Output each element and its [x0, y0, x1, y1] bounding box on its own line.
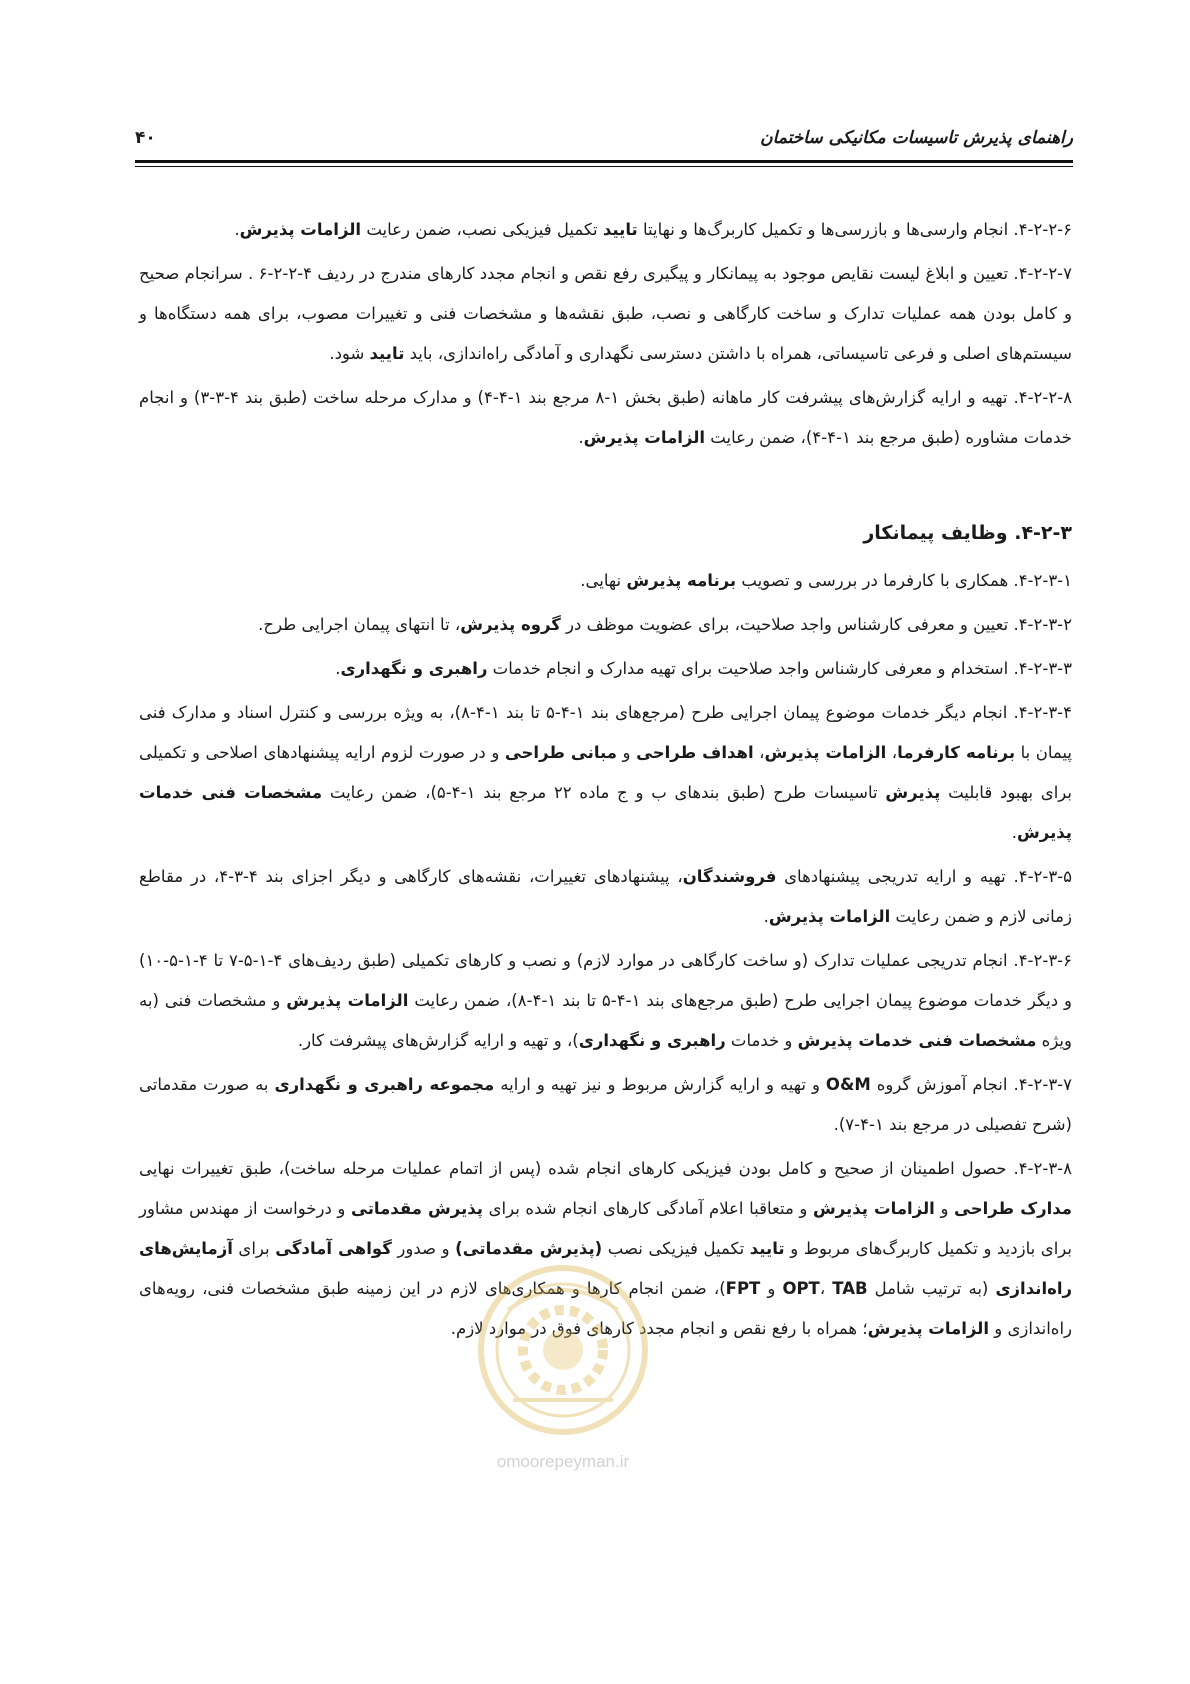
text-run: (به ترتیب شامل	[867, 1279, 996, 1298]
text-run: )، ضمن انجام کارها و همکاری‌های لازم در این زمینه طبق مشخصات فنی، رویه‌های راه‌اندازی و	[139, 1279, 1072, 1338]
bold-term: الزامات پذیرش	[867, 1319, 990, 1338]
paragraph	[139, 1065, 1072, 1145]
text-run: و خدمات	[725, 1031, 798, 1050]
text-run: و صدور	[391, 1239, 456, 1258]
text-run: و درخواست از مهندس مشاور برای بازدید و تکمیل کاربرگ‌های مربوط و	[139, 1199, 1072, 1258]
text-run: و متعاقبا اعلام آمادگی کارهای انجام شده برای	[483, 1199, 813, 1218]
bold-term: TAB	[832, 1279, 868, 1298]
bold-term: OPT	[782, 1279, 820, 1298]
bold-term: الزامات پذیرش	[768, 907, 891, 926]
bold-term: تایید	[602, 220, 638, 239]
text-run: ۴-۲-۲-۸. تهیه و ارایه گزارش‌های پیشرفت کار ماهانه (طبق بخش ۱-۸ مرجع بند ۱-۴-۴) و مدارک مرحله ساخت (طبق بند ۴-۳-۳) و انجام خدمات مشاوره (طبق مرجع بند ۱-۴-۴)، ضمن رعایت	[139, 388, 1073, 447]
text-run: به صورت مقدماتی (شرح تفصیلی در مرجع بند ۱-۴-۷).	[139, 1075, 1072, 1134]
text-run: ۴-۲-۳-۲. تعیین و معرفی کارشناس واجد صلاحیت، برای عضویت موظف در	[560, 615, 1072, 634]
bold-term: الزامات پذیرش	[764, 743, 887, 762]
bold-term: برنامه کارفرما	[897, 743, 1016, 762]
paragraph	[139, 857, 1072, 937]
text-run: ۴-۲-۳-۳. استخدام و معرفی کارشناس واجد صلاحیت برای تهیه مدارک و انجام خدمات	[487, 659, 1072, 678]
text-run: ،	[886, 743, 898, 762]
watermark-text: omoorepeyman.ir	[496, 1452, 630, 1471]
paragraph	[139, 605, 1072, 645]
bold-term: O&M	[825, 1075, 871, 1094]
header-rule-thin	[135, 166, 1073, 167]
text-run: نهایی.	[580, 571, 627, 590]
bold-term: مدارک طراحی	[954, 1199, 1072, 1218]
bold-term: الزامات پذیرش	[812, 1199, 935, 1218]
text-run: ۴-۲-۳-۴. انجام دیگر خدمات موضوع پیمان اجرایی طرح (مرجع‌های بند ۱-۴-۵ تا بند ۱-۴-۸)، به ویژه بررسی و کنترل اسناد و مدارک فنی پیمان با	[139, 703, 1072, 762]
text-run: تکمیل فیزیکی نصب	[602, 1239, 750, 1258]
text-run: و	[760, 1279, 783, 1298]
text-run: .	[763, 907, 769, 926]
paragraph	[139, 210, 1072, 250]
bold-term: مبانی طراحی	[504, 743, 617, 762]
bold-term: راهبری و نگهداری	[340, 659, 488, 678]
bold-term: اهداف طراحی	[636, 743, 754, 762]
seal-icon	[468, 1250, 658, 1450]
text-run: ۴-۲-۲-۶. انجام وارسی‌ها و بازرسی‌ها و تکمیل کاربرگ‌ها و نهایتا	[637, 220, 1072, 239]
bold-term: الزامات پذیرش	[286, 991, 409, 1010]
paragraph	[139, 254, 1072, 374]
text-run: ۴-۲-۳-۶. انجام تدریجی عملیات تدارک (و ساخت کارگاهی در موارد لازم) و نصب و کارهای تکمیلی (طبق ردیف‌های ۴-۱-۵-۷ تا ۴-۱-۵-۱۰) و دیگر خدمات موضوع پیمان اجرایی طرح (طبق مرجع‌های بند ۱-۴-۵ تا بند ۱-۴-۸)، ضمن رعایت	[139, 951, 1072, 1010]
text-run: ۴-۲-۳-۵. تهیه و ارایه تدریجی پیشنهادهای	[776, 867, 1073, 886]
text-run: و در صورت لزوم ارایه پیشنهادهای اصلاحی و تکمیلی برای بهبود قابلیت	[139, 743, 1072, 802]
text-run: ،	[819, 1279, 833, 1298]
text-run: ۴-۲-۳-۸. حصول اطمینان از صحیح و کامل بودن فیزیکی کارهای انجام شده (پس از اتمام عملیات مرحله ساخت)، طبق تغییرات نهایی	[139, 1159, 1072, 1178]
text-run: .	[234, 220, 240, 239]
text-run: و تهیه و ارایه گزارش مربوط و نیز تهیه و ارایه	[494, 1075, 826, 1094]
bold-term: آزمایش‌های راه‌اندازی	[139, 1239, 1072, 1298]
text-run: ۴-۲-۳-۱. همکاری با کارفرما در بررسی و تصویب	[736, 571, 1072, 590]
bold-term: تایید	[369, 344, 405, 363]
page-header	[135, 128, 1073, 156]
bold-term: تایید	[749, 1239, 785, 1258]
bold-term: فروشندگان	[682, 867, 777, 886]
text-run: برای	[232, 1239, 276, 1258]
bold-term: FPT	[725, 1279, 761, 1298]
paragraph	[139, 649, 1072, 689]
paragraph	[139, 941, 1072, 1061]
text-run: ؛ همراه با رفع نقص و انجام مجدد کارهای فوق در موارد لازم.	[450, 1319, 868, 1338]
text-run: شود.	[329, 344, 370, 363]
text-run: و	[616, 743, 637, 762]
page-body	[139, 210, 1072, 1353]
running-title: راهنمای پذیرش تاسیسات مکانیکی ساختمان	[760, 128, 1073, 148]
header-rule-thick	[135, 160, 1073, 163]
paragraph	[139, 561, 1072, 601]
bold-term: مشخصات فنی خدمات پذیرش	[797, 1031, 1037, 1050]
text-run: و	[934, 1199, 955, 1218]
page-number: ۴۰	[135, 128, 156, 148]
bold-term: راهبری و نگهداری	[578, 1031, 726, 1050]
bold-term: (پذیرش مقدماتی)	[455, 1239, 603, 1258]
text-run: و مشخصات فنی (به ویژه	[139, 991, 1072, 1050]
bold-term: گواهی آمادگی	[275, 1239, 392, 1258]
contractor-duties-block	[139, 561, 1072, 1349]
watermark	[468, 1250, 658, 1480]
text-run: تکمیل فیزیکی نصب، ضمن رعایت	[361, 220, 603, 239]
text-run: ، پیشنهادهای تغییرات، نقشه‌های کارگاهی و دیگر اجزای بند ۴-۳-۴، در مقاطع زمانی لازم و ضمن رعایت	[139, 867, 1072, 926]
text-run: ۴-۲-۳-۷. انجام آموزش گروه	[870, 1075, 1072, 1094]
owner-duties-block	[139, 210, 1072, 458]
bold-term: گروه پذیرش	[460, 615, 561, 634]
paragraph	[139, 693, 1072, 853]
paragraph	[139, 378, 1072, 458]
bold-term: پذیرش مقدماتی	[351, 1199, 483, 1218]
text-run: تاسیسات طرح (طبق بندهای ب و ج ماده ۲۲ مرجع بند ۱-۴-۵)، ضمن رعایت	[322, 783, 886, 802]
text-run: ۴-۲-۲-۷. تعیین و ابلاغ لیست نقایص موجود به پیمانکار و پیگیری رفع نقص و انجام مجدد کارهای مندرج در ردیف ۴-۲-۲-۶ . سرانجام صحیح و کامل بودن همه عملیات تدارک و ساخت کارگاهی و نصب، طبق نقشه‌ها و مشخصات فنی و تغییرات مصوب، برای همه دستگاه‌ها و سیستم‌های اصلی و فرعی تاسیساتی، همراه با داشتن دسترسی نگهداری و آمادگی راه‌اندازی، باید	[139, 264, 1072, 363]
text-run: .	[1011, 823, 1018, 842]
bold-term: مجموعه راهبری و نگهداری	[274, 1075, 495, 1094]
section-heading: ۴-۲-۳. وظایف پیمانکار	[863, 522, 1072, 544]
text-run: )، و تهیه و ارایه گزارش‌های پیشرفت کار.	[297, 1031, 579, 1050]
text-run: ، تا انتهای پیمان اجرایی طرح.	[258, 615, 461, 634]
bold-term: الزامات پذیرش	[583, 428, 706, 447]
bold-term: پذیرش	[885, 783, 941, 802]
text-run: ،	[753, 743, 765, 762]
bold-term: الزامات پذیرش	[239, 220, 362, 239]
text-run: .	[335, 659, 341, 678]
bold-term: برنامه پذیرش	[626, 571, 737, 590]
bold-term: مشخصات فنی خدمات پذیرش	[139, 783, 1072, 842]
text-run: .	[578, 428, 584, 447]
